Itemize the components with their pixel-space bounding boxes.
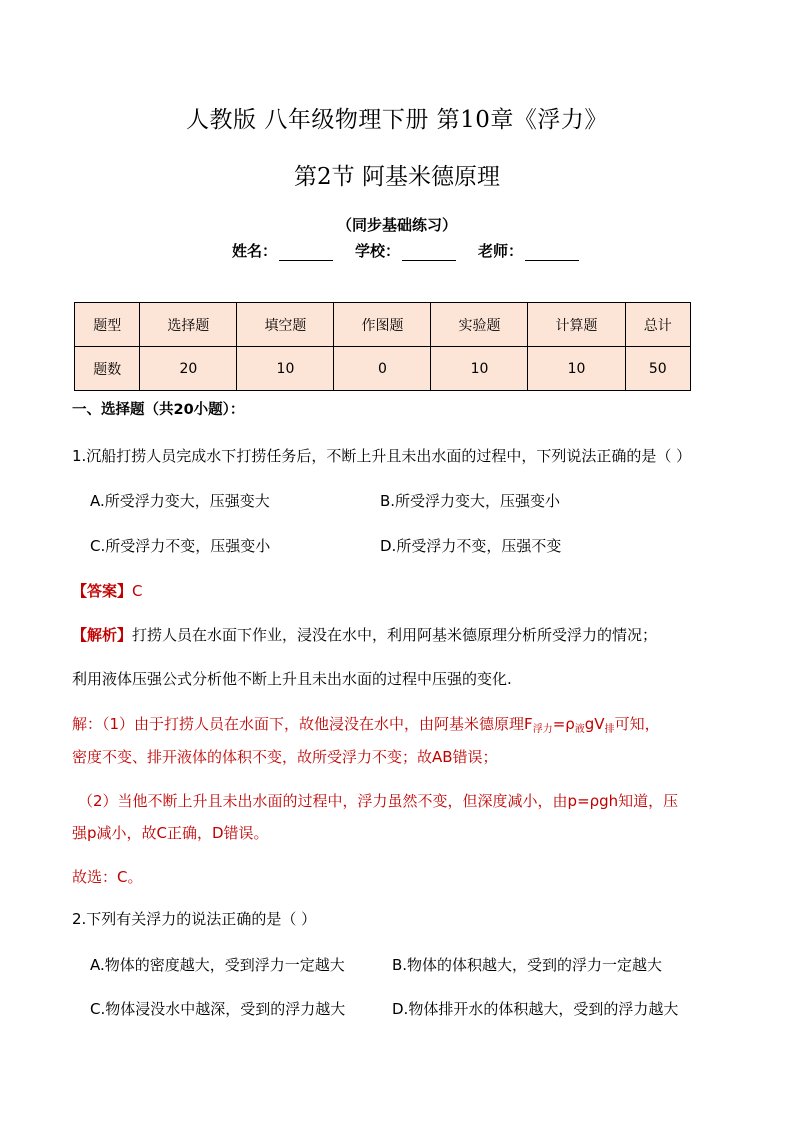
teacher-blank bbox=[525, 246, 579, 261]
table-header-cell: 选择题 bbox=[140, 303, 237, 347]
table-row bbox=[75, 347, 691, 391]
table-header-cell: 计算题 bbox=[528, 303, 625, 347]
table-cell: 20 bbox=[140, 347, 237, 391]
section-subtitle: 第2节 阿基米德原理 bbox=[294, 164, 500, 190]
analysis-line-1: 打捞人员在水面下作业，浸没在水中，利用阿基米德原理分析所受浮力的情况； bbox=[132, 626, 658, 644]
solution-line-3: （2）当他不断上升且未出水面的过程中，浮力虽然不变，但深度减小，由p=ρgh知道，压 bbox=[78, 792, 679, 810]
school-label: 学校： bbox=[355, 242, 401, 260]
table-header-cell: 作图题 bbox=[334, 303, 431, 347]
question-1-option-a: A.所受浮力变大，压强变大 bbox=[90, 492, 270, 510]
table-header-row bbox=[75, 303, 691, 347]
question-2-option-d: D.物体排开水的体积越大，受到的浮力越大 bbox=[392, 1000, 679, 1018]
answer-tag: 【答案】 bbox=[72, 582, 133, 600]
document-title: 人教版 八年级物理下册 第10章《浮力》 bbox=[186, 107, 608, 133]
solution-text: 解：（1）由于打捞人员在水面下，故他浸没在水中，由阿基米德原理F bbox=[72, 715, 533, 733]
name-blank bbox=[279, 246, 333, 261]
question-1-option-d: D.所受浮力不变，压强不变 bbox=[380, 537, 562, 555]
table-header-cell: 填空题 bbox=[237, 303, 334, 347]
solution-choice: 故选：C。 bbox=[72, 868, 143, 886]
solution-text: gV bbox=[584, 715, 605, 733]
table-header-cell: 总计 bbox=[625, 303, 691, 347]
table-cell: 10 bbox=[237, 347, 334, 391]
section-heading: 一、选择题（共20小题）： bbox=[72, 402, 245, 418]
table-cell: 10 bbox=[528, 347, 625, 391]
table-cell: 题数 bbox=[75, 347, 140, 391]
subscript-buoyancy: 浮力 bbox=[532, 724, 553, 735]
solution-line-1 bbox=[72, 713, 732, 735]
table-header-cell: 题型 bbox=[75, 303, 140, 347]
solution-line-4: 强p减小，故C正确，D错误。 bbox=[72, 824, 269, 842]
practice-label: （同步基础练习） bbox=[336, 216, 457, 234]
subscript-liquid: 液 bbox=[574, 724, 585, 735]
analysis-tag: 【解析】 bbox=[72, 626, 133, 644]
question-1-option-b: B.所受浮力变大，压强变小 bbox=[380, 492, 561, 510]
table-cell: 50 bbox=[625, 347, 691, 391]
analysis-line-2: 利用液体压强公式分析他不断上升且未出水面的过程中压强的变化. bbox=[72, 670, 512, 688]
school-blank bbox=[402, 246, 456, 261]
teacher-label: 老师： bbox=[478, 242, 524, 260]
table-cell: 0 bbox=[334, 347, 431, 391]
answer-value: C bbox=[132, 582, 143, 600]
question-2-option-a: A.物体的密度越大，受到浮力一定越大 bbox=[90, 956, 345, 974]
question-2-stem: 2.下列有关浮力的说法正确的是（ ） bbox=[72, 910, 317, 928]
solution-line-2: 密度不变、排开液体的体积不变，故所受浮力不变；故AB错误； bbox=[72, 748, 498, 766]
teacher-field bbox=[478, 240, 579, 261]
name-field bbox=[232, 240, 333, 261]
table-cell: 10 bbox=[431, 347, 528, 391]
school-field bbox=[355, 240, 456, 261]
question-1-option-c: C.所受浮力不变，压强变小 bbox=[90, 537, 271, 555]
table-header-cell: 实验题 bbox=[431, 303, 528, 347]
student-info-row bbox=[232, 240, 579, 261]
question-2-option-c: C.物体浸没水中越深，受到的浮力越大 bbox=[90, 1000, 346, 1018]
question-1-answer bbox=[72, 580, 143, 601]
solution-text: =ρ bbox=[552, 715, 575, 733]
question-1-stem: 1.沉船打捞人员完成水下打捞任务后，不断上升且未出水面的过程中，下列说法正确的是（ ） bbox=[72, 447, 692, 465]
name-label: 姓名： bbox=[232, 242, 278, 260]
question-summary-table bbox=[74, 302, 691, 391]
question-1-analysis bbox=[72, 624, 732, 645]
question-2-option-b: B.物体的体积越大，受到的浮力一定越大 bbox=[392, 956, 663, 974]
solution-text: 可知， bbox=[614, 715, 660, 733]
subscript-displaced: 排 bbox=[604, 724, 615, 735]
